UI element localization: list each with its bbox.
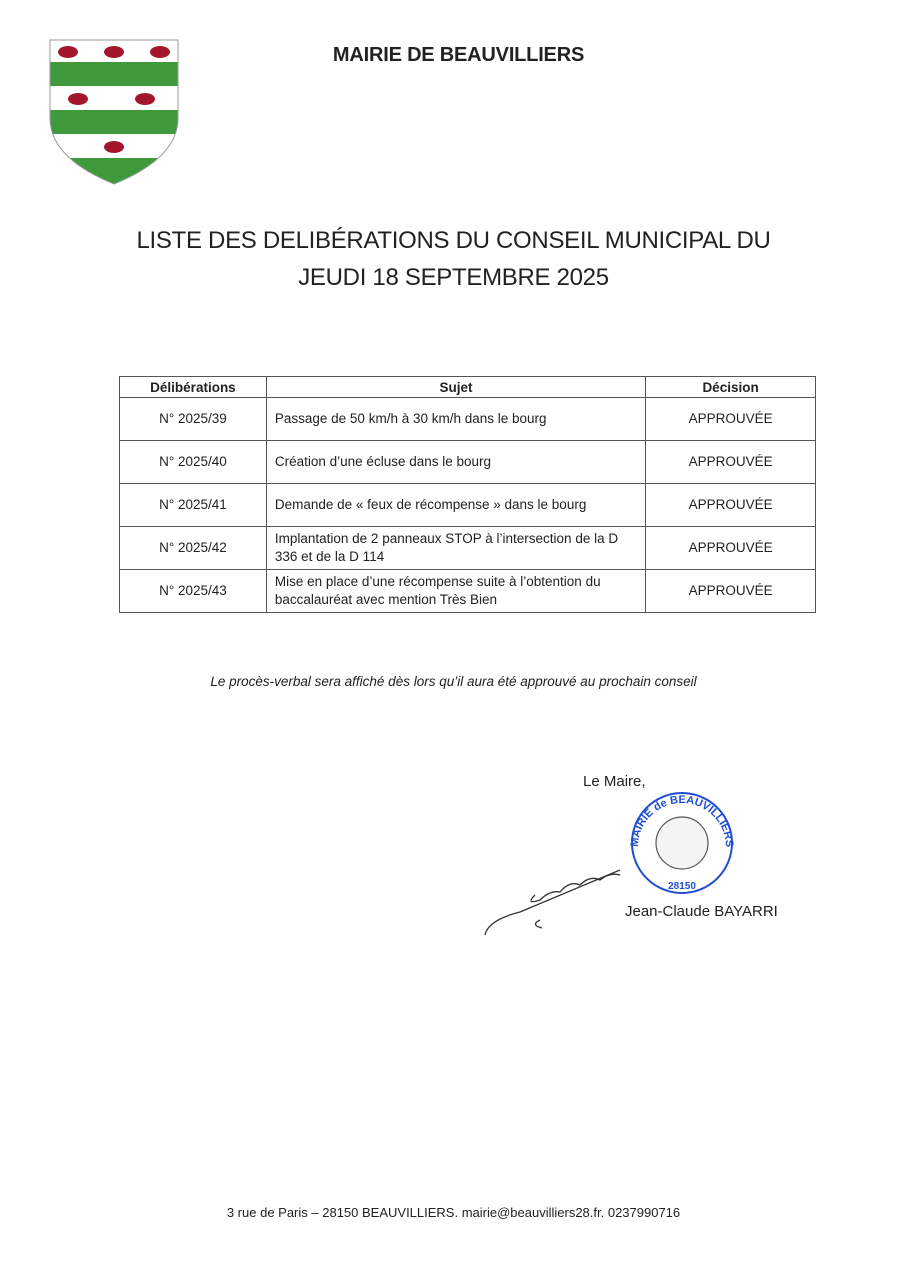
header-decision: Décision — [646, 377, 816, 398]
title-line-2: JEUDI 18 SEPTEMBRE 2025 — [298, 264, 609, 291]
decision: APPROUVÉE — [646, 398, 816, 441]
deliberation-number: N° 2025/42 — [120, 527, 267, 570]
subject: Passage de 50 km/h à 30 km/h dans le bourg — [266, 398, 645, 441]
deliberation-number: N° 2025/41 — [120, 484, 267, 527]
deliberation-number: N° 2025/40 — [120, 441, 267, 484]
title-line-1: LISTE DES DELIBÉRATIONS DU CONSEIL MUNICIPAL DU — [136, 227, 771, 254]
minutes-note: Le procès-verbal sera affiché dès lors qu’il aura été approuvé au prochain conseil — [210, 674, 697, 689]
deliberation-number: N° 2025/43 — [120, 570, 267, 613]
stamp-code: 28150 — [668, 881, 696, 892]
handwritten-signature — [480, 850, 640, 940]
deliberations-table — [119, 376, 816, 613]
decision: APPROUVÉE — [646, 527, 816, 570]
official-stamp — [620, 785, 740, 900]
signatory-role: Le Maire, — [583, 773, 646, 790]
decision: APPROUVÉE — [646, 570, 816, 613]
header-deliberations: Délibérations — [120, 377, 267, 398]
header-subject: Sujet — [266, 377, 645, 398]
document-title — [0, 222, 907, 296]
table-header-row — [120, 377, 816, 398]
footer-contact: 3 rue de Paris – 28150 BEAUVILLIERS. mairie@beauvilliers28.fr. 0237990716 — [226, 1205, 681, 1220]
subject: Mise en place d’une récompense suite à l’obtention du baccalauréat avec mention Très Bien — [266, 570, 645, 613]
decision: APPROUVÉE — [646, 441, 816, 484]
organization-name: MAIRIE DE BEAUVILLIERS — [332, 44, 585, 66]
table-row — [120, 398, 816, 441]
subject: Implantation de 2 panneaux STOP à l’intersection de la D 336 et de la D 114 — [266, 527, 645, 570]
deliberation-number: N° 2025/39 — [120, 398, 267, 441]
table-row — [120, 484, 816, 527]
signatory-name: Jean-Claude BAYARRI — [625, 903, 778, 920]
subject: Création d’une écluse dans le bourg — [266, 441, 645, 484]
table-row — [120, 570, 816, 613]
table-row — [120, 527, 816, 570]
subject: Demande de « feux de récompense » dans le bourg — [266, 484, 645, 527]
stamp-text: MAIRIE de BEAUVILLIERS — [628, 793, 736, 848]
decision: APPROUVÉE — [646, 484, 816, 527]
table-row — [120, 441, 816, 484]
